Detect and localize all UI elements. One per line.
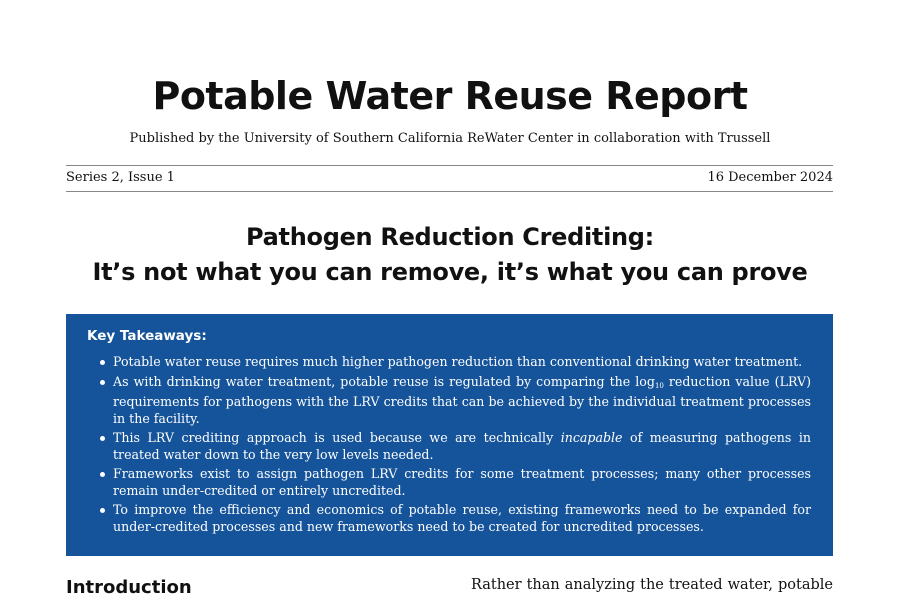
takeaways-list xyxy=(87,354,811,535)
top-rule xyxy=(66,165,833,166)
right-column-text: Rather than analyzing the treated water, potable xyxy=(471,577,833,593)
takeaway-text: This LRV crediting approach is used because we are technically xyxy=(113,430,561,445)
log-subscript: 10 xyxy=(654,381,664,390)
takeaway-item xyxy=(113,466,811,499)
takeaway-text: Potable water reuse requires much higher pathogen reduction than conventional drinking water treatment. xyxy=(113,354,803,369)
introduction-heading: Introduction xyxy=(66,577,192,598)
takeaway-item xyxy=(113,430,811,463)
emphasis-text: incapable xyxy=(560,430,623,445)
key-takeaways-heading: Key Takeaways: xyxy=(87,328,207,344)
takeaway-text: of measuring pathogens in treated water down to the very low levels needed. xyxy=(113,430,811,462)
bottom-rule xyxy=(66,191,833,192)
takeaway-text: To improve the efficiency and economics of potable reuse, existing frameworks need to be expanded for under-credited processes and new frameworks need to be created for uncredited processes. xyxy=(113,502,811,534)
headline-line-2: It’s not what you can remove, it’s what you can prove xyxy=(92,258,808,286)
takeaway-item xyxy=(113,502,811,535)
takeaway-text: Frameworks exist to assign pathogen LRV credits for some treatment processes; many other processes remain under-credited or entirely uncredited. xyxy=(113,466,811,498)
key-takeaways-box xyxy=(66,314,833,556)
headline-line-1: Pathogen Reduction Crediting: xyxy=(246,223,654,251)
takeaway-item xyxy=(113,374,811,428)
takeaway-text: reduction value (LRV) requirements for pathogens with the LRV credits that can be achieved by the individual treatment processes in the facility. xyxy=(113,373,811,426)
takeaway-text: As with drinking water treatment, potable reuse is regulated by comparing the log xyxy=(113,373,655,389)
series-issue: Series 2, Issue 1 xyxy=(66,170,175,185)
article-headline xyxy=(0,220,900,290)
takeaway-item xyxy=(113,354,811,371)
report-title: Potable Water Reuse Report xyxy=(152,74,748,118)
publisher-line: Published by the University of Southern California ReWater Center in collaboration with Trussell xyxy=(129,131,771,146)
publication-date: 16 December 2024 xyxy=(707,170,833,185)
